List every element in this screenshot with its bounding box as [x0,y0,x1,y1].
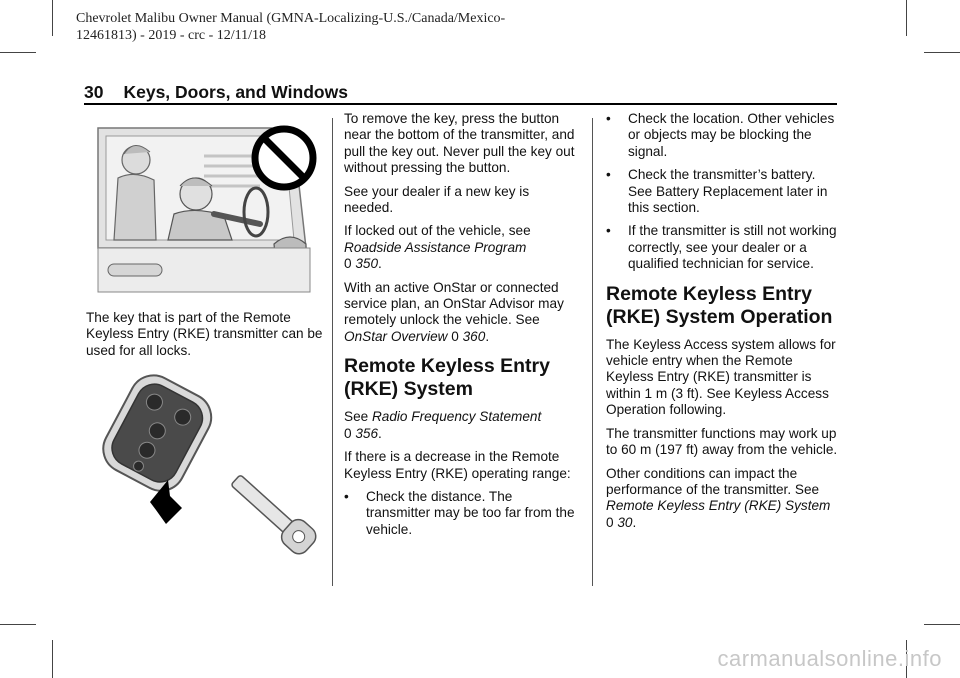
bullet-text: Check the location. Other vehicles or objects may be blocking the signal. [628,111,835,159]
page-ref-symbol: 0 [606,514,614,530]
roadside-assistance-link[interactable]: Roadside Assistance Program [344,239,527,255]
page-number: 30 [84,82,104,102]
bullet-mark: • [606,167,611,183]
bullet-mark: • [606,111,611,126]
onstar-text: With an active OnStar or connected service plan, an OnStar Advisor may remotely unlock the vehicle. See [344,279,564,328]
header-line-2: 12461813) - 2019 - crc - 12/11/18 [76,28,266,43]
rke-system-link[interactable]: Remote Keyless Entry (RKE) System [606,498,831,514]
column-3 [606,111,838,538]
page-ref-symbol: 0 [451,328,459,344]
crop-mark [906,0,907,36]
other-conditions-paragraph: Other conditions can impact the performance of the transmitter. See Remote Keyless Entry (RKE) System 0 30. [606,465,831,530]
rke-operation-heading [606,283,838,329]
radio-frequency-paragraph: See Radio Frequency Statement 0 356. [344,409,542,441]
bullet-mark: • [344,488,349,504]
list-item [344,489,580,538]
heading-line-2: (RKE) System Operation [606,305,833,328]
onstar-paragraph: With an active OnStar or connected service plan, an OnStar Advisor may remotely unlock the vehicle. See OnStar Overview 0 360. [344,279,564,344]
children-in-car-illustration [84,116,320,296]
rke-system-heading [344,355,580,401]
column-1 [86,310,324,366]
list-item [606,111,838,160]
heading-line-1: Remote Keyless Entry [606,282,812,305]
crop-mark [0,624,36,625]
roadside-page-ref[interactable]: 350 [355,256,379,272]
site-watermark: carmanualsonline.info [717,646,942,671]
bullet-mark: • [606,223,611,239]
column-divider [592,118,593,586]
radio-frequency-link[interactable]: Radio Frequency Statement [371,409,542,425]
locked-out-text: If locked out of the vehicle, see [344,223,531,239]
crop-mark [52,0,53,36]
other-conditions-text: Other conditions can impact the performance of the transmitter. See [606,465,820,497]
list-item [606,167,838,216]
bullet-text: Check the distance. The transmitter may be too far from the vehicle. [366,488,575,537]
section-title: Keys, Doors, and Windows [123,82,348,102]
new-key-paragraph: See your dealer if a new key is needed. [344,183,530,216]
page-ref-symbol: 0 [344,256,352,272]
column-2 [344,111,580,545]
radio-frequency-page-ref[interactable]: 356 [355,425,379,441]
bullet-text: If the transmitter is still not working correctly, see your dealer or a qualified technician for service. [628,223,837,272]
range-decrease-paragraph: If there is a decrease in the Remote Keyless Entry (RKE) operating range: [344,449,571,481]
see-text: See [344,409,369,425]
heading-line-1: Remote Keyless Entry [344,355,550,378]
crop-mark [924,624,960,625]
key-caption: The key that is part of the Remote Keyless Entry (RKE) transmitter can be used for all locks. [86,310,323,358]
column-divider [332,118,333,586]
list-item [606,223,838,272]
onstar-page-ref[interactable]: 360 [462,328,486,344]
page-ref-symbol: 0 [344,425,352,441]
document-header [76,10,505,44]
running-head [84,82,348,103]
bullet-text: Check the transmitter’s battery. See Battery Replacement later in this section. [628,167,828,216]
transmitter-range-paragraph: The transmitter functions may work up to 60 m (197 ft) away from the vehicle. [606,425,838,458]
crop-mark [0,52,36,53]
key-fob-illustration [96,374,324,560]
header-rule [84,103,837,105]
locked-out-paragraph: If locked out of the vehicle, see Roadside Assistance Program 0 350. [344,223,531,272]
crop-mark [52,640,53,678]
crop-mark [924,52,960,53]
key-removal-paragraph: To remove the key, press the button near the bottom of the transmitter, and pull the key out. Never pull the key out without pressing the button. [344,111,575,176]
onstar-overview-link[interactable]: OnStar Overview [344,328,448,344]
header-line-1: Chevrolet Malibu Owner Manual (GMNA-Localizing-U.S./Canada/Mexico- [76,11,506,26]
keyless-access-paragraph: The Keyless Access system allows for vehicle entry when the Remote Keyless Entry (RKE) transmitter is within 1 m (3 ft). See Keyless Access Operation following. [606,336,836,418]
rke-system-page-ref[interactable]: 30 [617,514,633,530]
heading-line-2: (RKE) System [344,378,473,401]
